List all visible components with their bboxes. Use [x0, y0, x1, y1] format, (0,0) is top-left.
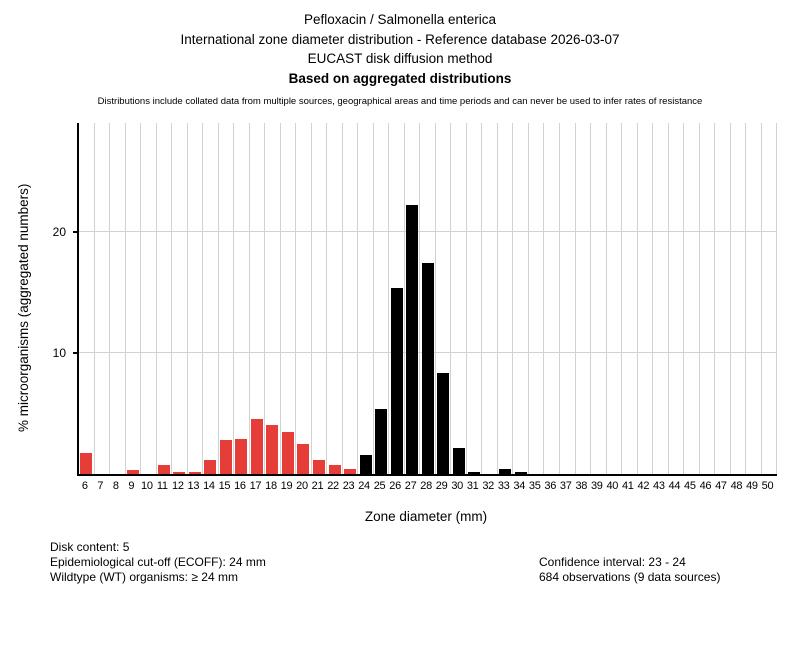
bar-23mm [344, 469, 356, 474]
bar-31mm [468, 472, 480, 474]
x-axis-ticks [77, 479, 775, 493]
bar-14mm [204, 460, 216, 474]
bar-30mm [453, 448, 465, 475]
confidence-interval-text: Confidence interval: 23 - 24 [539, 555, 686, 569]
x-tick-label-18: 18 [265, 480, 277, 492]
bar-column-29 [436, 123, 452, 474]
x-tick-label-8: 8 [112, 480, 119, 492]
x-tick-label-24: 24 [358, 480, 370, 492]
x-tick-label-23: 23 [342, 480, 355, 492]
plot-area [77, 123, 777, 476]
bar-26mm [391, 288, 403, 474]
bar-15mm [220, 440, 232, 474]
bar-column-34 [513, 123, 529, 474]
x-tick-label-35: 35 [528, 480, 541, 492]
ecoff-text: Epidemiological cut-off (ECOFF): 24 mm [50, 555, 266, 569]
x-tick-label-26: 26 [389, 480, 401, 492]
bar-34mm [515, 472, 527, 474]
x-tick-label-50: 50 [761, 480, 774, 492]
title-distribution: International zone diameter distribution - Reference database 2026-03-07 [180, 31, 620, 47]
y-tick-mark-10 [73, 352, 77, 354]
bar-column-46 [700, 123, 716, 474]
chart-header [0, 10, 800, 108]
bar-column-41 [622, 123, 638, 474]
x-tick-label-44: 44 [668, 480, 681, 492]
bar-column-18 [265, 123, 281, 474]
bar-column-22 [327, 123, 343, 474]
x-tick-label-33: 33 [497, 480, 510, 492]
bar-11mm [158, 465, 170, 474]
x-tick-label-49: 49 [746, 480, 758, 492]
bar-column-39 [591, 123, 607, 474]
bar-column-11 [157, 123, 173, 474]
x-tick-label-19: 19 [280, 480, 293, 492]
bar-13mm [189, 472, 201, 474]
x-tick-label-20: 20 [296, 480, 308, 492]
bar-column-42 [638, 123, 654, 474]
x-tick-label-12: 12 [172, 480, 184, 492]
bar-column-33 [498, 123, 514, 474]
bar-17mm [251, 419, 263, 474]
x-tick-label-47: 47 [715, 480, 727, 492]
y-tick-label-10: 10 [52, 346, 66, 360]
x-tick-label-31: 31 [466, 480, 479, 492]
x-tick-label-21: 21 [311, 480, 324, 492]
bar-column-10 [141, 123, 157, 474]
x-tick-label-9: 9 [128, 480, 135, 492]
bar-33mm [499, 469, 511, 474]
y-tick-mark-20 [73, 231, 77, 233]
disclaimer-text: Distributions include collated data from multiple sources, geographical areas and time periods and can never be used to infer rates of resistance [97, 96, 703, 107]
x-tick-label-29: 29 [435, 480, 448, 492]
wildtype-text: Wildtype (WT) organisms: ≥ 24 mm [50, 570, 238, 584]
x-tick-label-41: 41 [621, 480, 634, 492]
footer-right-block [539, 555, 720, 585]
bar-24mm [360, 455, 372, 474]
bar-9mm [127, 470, 139, 474]
x-axis-label: Zone diameter (mm) [364, 509, 488, 524]
x-tick-label-7: 7 [97, 480, 104, 492]
x-tick-label-46: 46 [699, 480, 712, 492]
bar-22mm [329, 465, 341, 474]
bar-column-9 [126, 123, 142, 474]
x-tick-label-38: 38 [575, 480, 588, 492]
x-tick-label-45: 45 [684, 480, 696, 492]
bar-25mm [375, 409, 387, 474]
bar-column-23 [343, 123, 359, 474]
bar-column-32 [482, 123, 498, 474]
bar-column-49 [746, 123, 762, 474]
bar-18mm [266, 425, 278, 475]
x-tick-label-37: 37 [559, 480, 572, 492]
footer-left-block [50, 540, 266, 585]
x-tick-label-25: 25 [373, 480, 386, 492]
bar-column-7 [95, 123, 111, 474]
bar-16mm [235, 439, 247, 474]
observations-text: 684 observations (9 data sources) [539, 570, 721, 584]
x-tick-label-22: 22 [327, 480, 339, 492]
bar-column-17 [250, 123, 266, 474]
x-tick-label-15: 15 [218, 480, 231, 492]
x-tick-label-28: 28 [420, 480, 432, 492]
bar-27mm [406, 205, 418, 474]
bar-column-43 [653, 123, 669, 474]
bar-column-6 [79, 123, 95, 474]
bar-column-14 [203, 123, 219, 474]
bar-20mm [297, 444, 309, 474]
bar-28mm [422, 263, 434, 474]
bar-column-44 [669, 123, 685, 474]
bar-29mm [437, 373, 449, 474]
bar-column-50 [762, 123, 778, 474]
bar-column-35 [529, 123, 545, 474]
x-tick-label-6: 6 [81, 480, 88, 492]
bar-column-28 [420, 123, 436, 474]
x-tick-label-32: 32 [482, 480, 494, 492]
bar-21mm [313, 460, 325, 474]
bar-column-25 [374, 123, 390, 474]
bar-column-24 [358, 123, 374, 474]
bar-column-15 [219, 123, 235, 474]
bar-column-45 [684, 123, 700, 474]
bar-column-12 [172, 123, 188, 474]
bar-column-48 [731, 123, 747, 474]
x-tick-label-40: 40 [606, 480, 619, 492]
bar-column-26 [389, 123, 405, 474]
x-tick-label-48: 48 [730, 480, 743, 492]
bar-column-21 [312, 123, 328, 474]
bar-6mm [80, 453, 92, 474]
x-tick-label-11: 11 [156, 480, 168, 492]
y-tick-label-20: 20 [52, 225, 66, 239]
x-tick-label-17: 17 [249, 480, 262, 492]
x-tick-label-34: 34 [513, 480, 526, 492]
x-tick-label-42: 42 [637, 480, 650, 492]
x-tick-label-27: 27 [404, 480, 417, 492]
y-axis-label: % microorganisms (aggregated numbers) [16, 183, 31, 433]
bar-column-16 [234, 123, 250, 474]
x-tick-label-13: 13 [187, 480, 200, 492]
x-tick-label-39: 39 [590, 480, 603, 492]
bar-column-27 [405, 123, 421, 474]
x-tick-label-30: 30 [451, 480, 463, 492]
x-tick-label-10: 10 [141, 480, 153, 492]
title-aggregated: Based on aggregated distributions [288, 70, 512, 86]
bar-column-38 [576, 123, 592, 474]
bar-column-8 [110, 123, 126, 474]
x-tick-label-16: 16 [234, 480, 246, 492]
bar-12mm [173, 472, 185, 474]
bar-columns [79, 123, 777, 474]
title-method: EUCAST disk diffusion method [307, 51, 493, 66]
bar-column-13 [188, 123, 204, 474]
bar-column-47 [715, 123, 731, 474]
bar-column-20 [296, 123, 312, 474]
bar-column-37 [560, 123, 576, 474]
title-organism: Pefloxacin / Salmonella enterica [303, 12, 497, 27]
x-tick-label-43: 43 [653, 480, 665, 492]
bar-column-36 [544, 123, 560, 474]
x-tick-label-14: 14 [203, 480, 215, 492]
bar-column-30 [451, 123, 467, 474]
x-tick-label-36: 36 [544, 480, 557, 492]
bar-column-31 [467, 123, 483, 474]
disk-content-text: Disk content: 5 [50, 540, 130, 554]
bar-column-40 [607, 123, 623, 474]
bar-19mm [282, 432, 294, 474]
bar-column-19 [281, 123, 297, 474]
